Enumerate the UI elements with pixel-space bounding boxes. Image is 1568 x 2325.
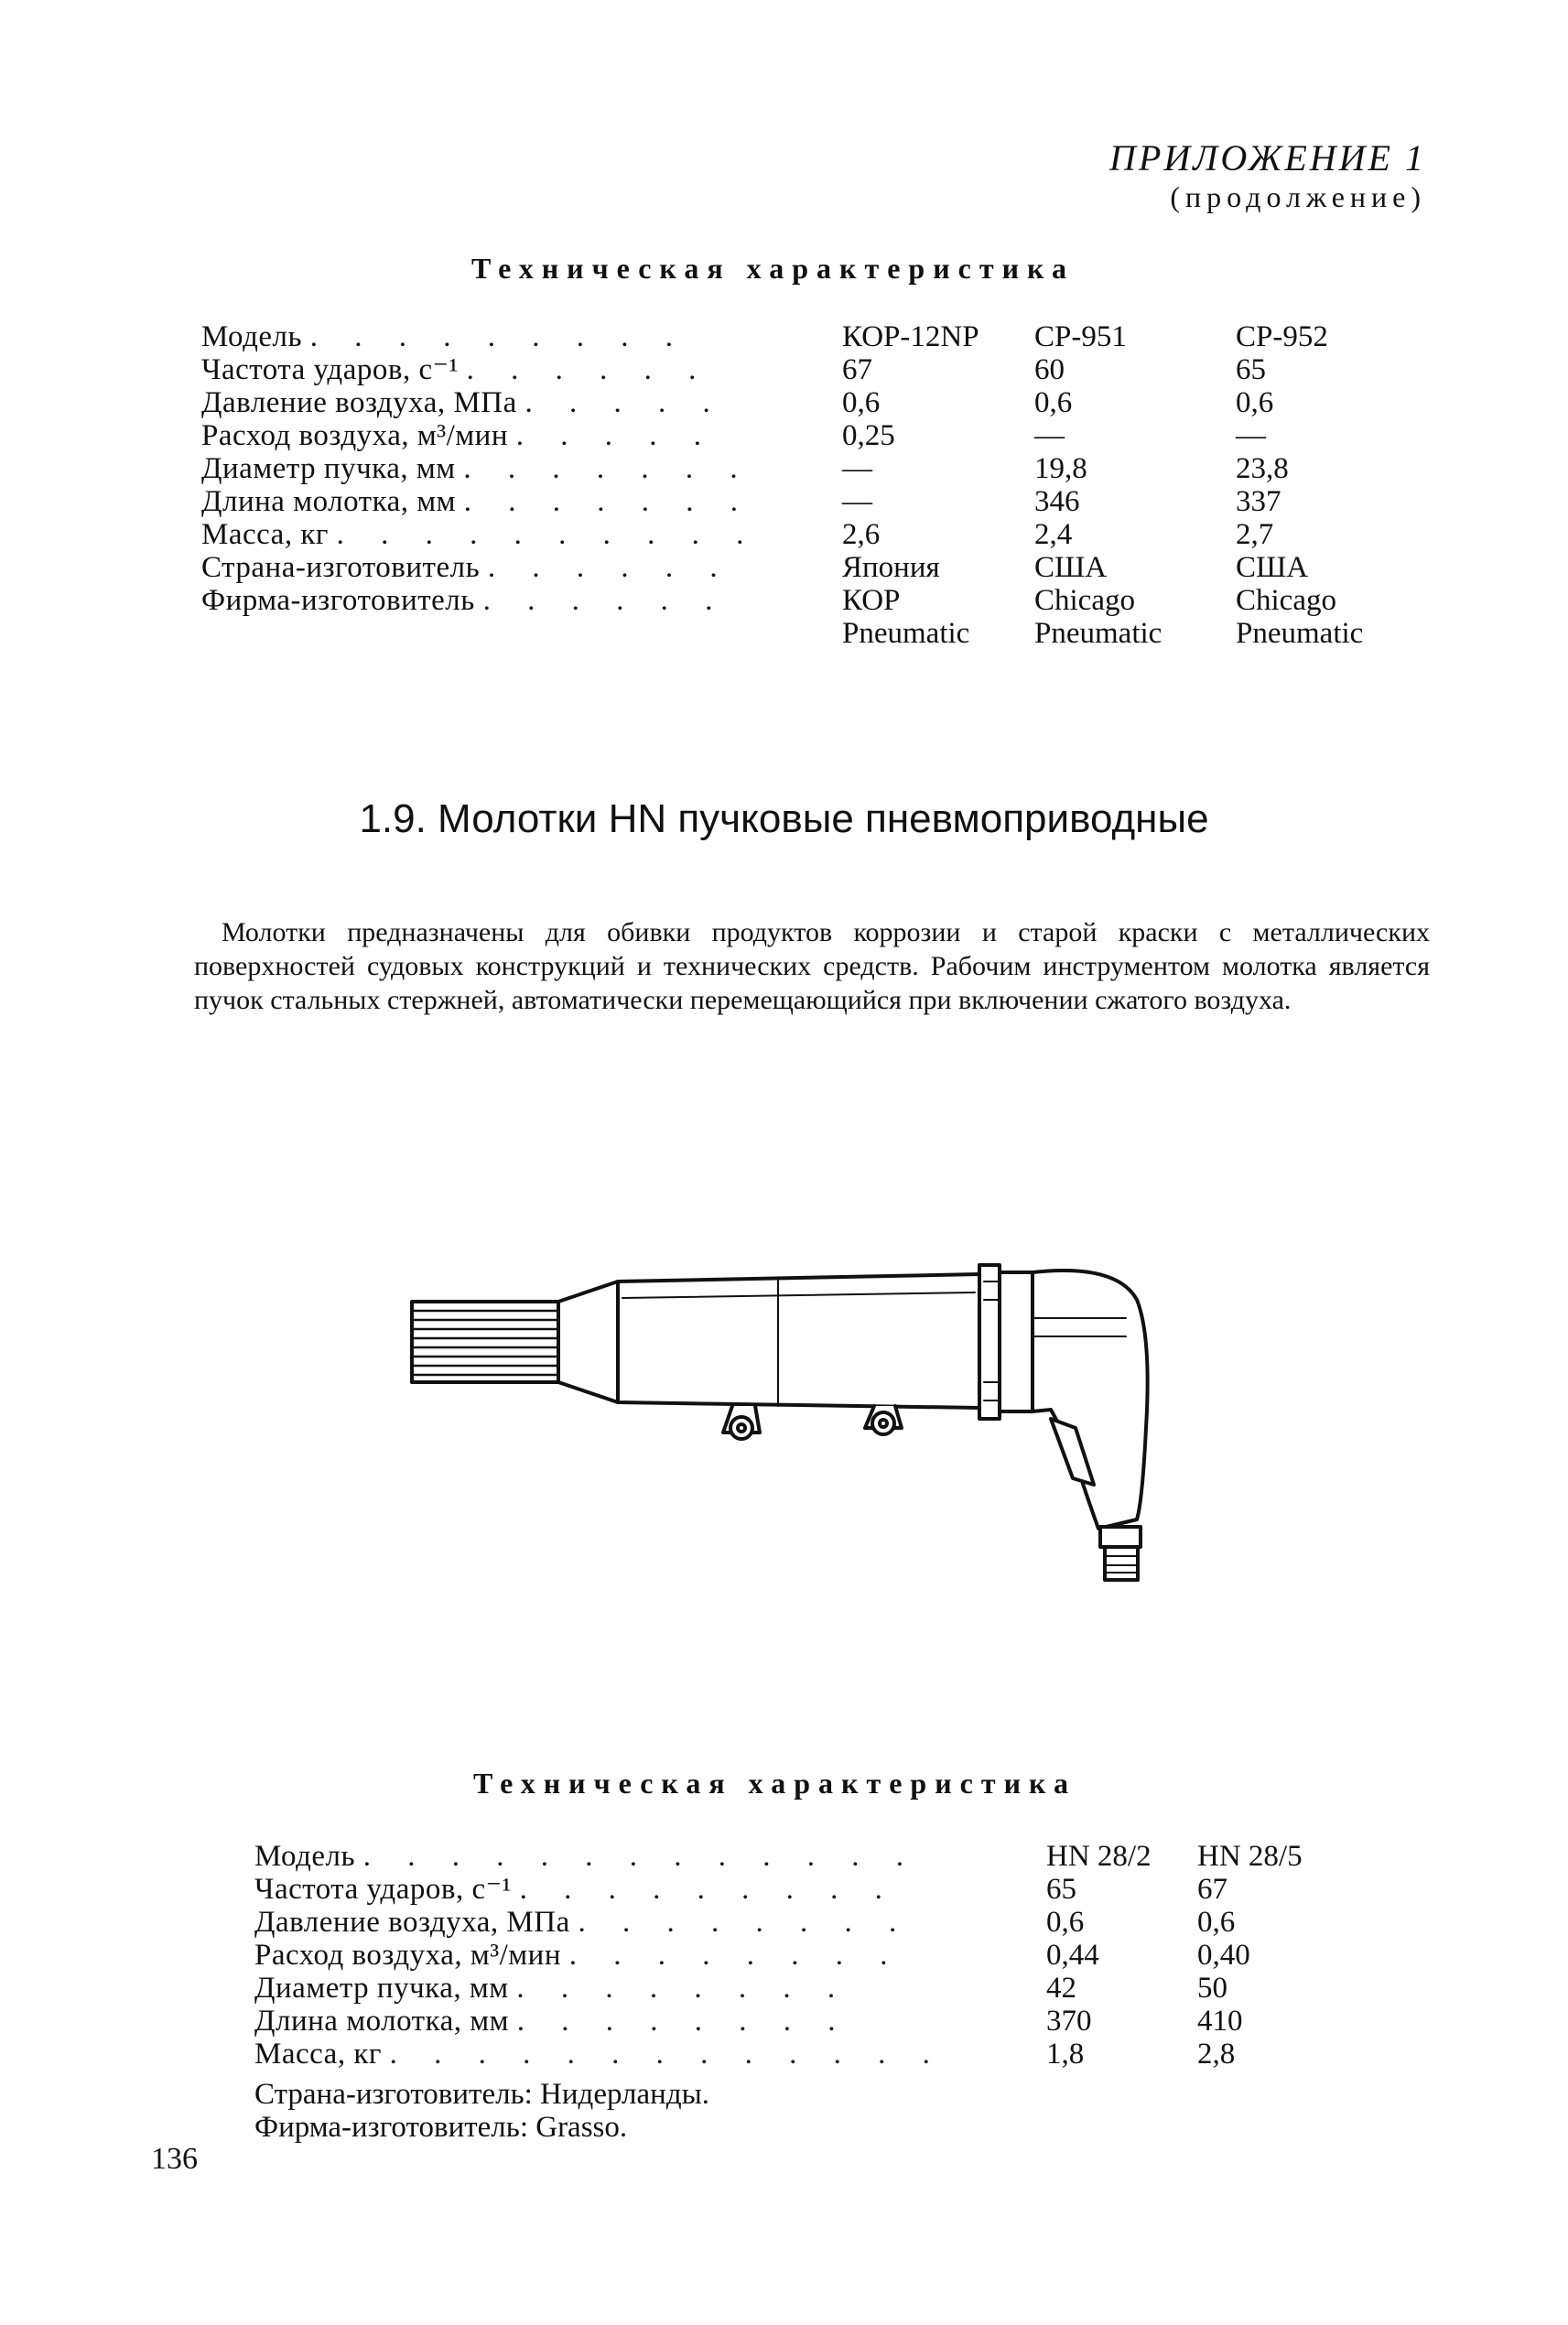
cell: — [842,485,872,518]
row-label: Длина молотка, мм [201,485,457,518]
row-label: Расход воздуха, м³/мин [201,419,508,452]
nose-cone [558,1281,618,1402]
lug-ring [730,1417,752,1439]
row-label: Расход воздуха, м³/мин [254,1939,561,1972]
barrel [618,1274,979,1408]
leader-dots: . . . . . . . . . . [336,518,759,551]
table-row [254,1972,1303,2005]
leader-dots: . . . . . . . . . [519,1873,897,1906]
leader-dots: . . . . . . . [463,452,752,485]
table-row [201,617,1363,650]
row-label: Диаметр пучка, мм [201,452,456,485]
cell: 410 [1197,2005,1243,2038]
cell: 0,6 [1046,1906,1085,1939]
table1 [201,320,1363,650]
leader-dots: . . . . . . [482,584,728,617]
cell: 346 [1034,485,1080,518]
needle-bundle [412,1302,558,1382]
cell: 0,44 [1046,1939,1099,1972]
row-label: Длина молотка, мм [254,2005,510,2038]
table2-caption: Техническая характеристика [473,1767,1076,1800]
cell: Chicago [1236,584,1336,617]
paragraph-text: Молотки предназначены для обивки продуктов коррозии и старой краски с металлических поверхностей судовых конструкций и технических средств. Рабочим инструментом молотка является пучок стальных стержней, автоматически перемещающийся при включении сжатого воздуха. [194,917,1430,1015]
leader-dots: . . . . . . . . . . . . . [389,2038,945,2071]
row-label: Давление воздуха, МПа [201,386,517,419]
section-heading: 1.9. Молотки HN пучковые пневмоприводные [359,796,1209,841]
table-row [254,1873,1303,1906]
cell: 23,8 [1236,452,1289,485]
cell: — [842,452,872,485]
cell: США [1236,551,1309,584]
row-label: Диаметр пучка, мм [254,1972,509,2005]
row-label: Фирма-изготовитель [201,584,475,617]
cell: 0,6 [842,386,881,419]
table-row [201,353,1363,386]
cell: CP-951 [1034,320,1127,353]
table-row [201,584,1363,617]
cell: 65 [1236,353,1266,386]
leader-dots: . . . . . . . . [516,1972,850,2005]
cell: CP-952 [1236,320,1328,353]
table-row [254,1840,1303,1873]
cell: HN 28/5 [1197,1840,1303,1873]
leader-dots: . . . . . . . . [516,2005,850,2038]
cell: 1,8 [1046,2038,1085,2071]
cell: 370 [1046,2005,1092,2038]
section-paragraph [194,915,1430,1017]
row-label: Давление воздуха, МПа [254,1906,570,1939]
row-label: Модель [201,320,303,353]
page-number: 136 [151,2142,198,2176]
leader-dots: . . . . . . . . [578,1906,912,1939]
leader-dots: . . . . . . . . . [309,320,688,353]
cell: 0,6 [1034,386,1073,419]
cell: 67 [1197,1873,1227,1906]
row-label: Страна-изготовитель [201,551,481,584]
row-label: Частота ударов, с⁻¹ [201,353,459,386]
cell: 0,6 [1197,1906,1236,1939]
pneumatic-hammer-illustration [394,1245,1181,1593]
appendix-title: ПРИЛОЖЕНИЕ 1 [1109,137,1426,178]
cell: Pneumatic [1236,617,1364,650]
cell: США [1034,551,1108,584]
cell: 2,4 [1034,518,1073,551]
cell: 2,7 [1236,518,1274,551]
cell: КОР-12NP [842,320,979,353]
cell: Chicago [1034,584,1135,617]
cell: КОР [842,584,901,617]
cell: — [1034,419,1065,452]
cell: 337 [1236,485,1281,518]
table-row [201,485,1363,518]
table-row [201,551,1363,584]
row-label: Масса, кг [254,2038,382,2071]
cell: 60 [1034,353,1065,386]
cell: 0,25 [842,419,895,452]
handle [1033,1271,1148,1529]
cell: Pneumatic [842,617,970,650]
leader-dots: . . . . . . [466,353,711,386]
leader-dots: . . . . . . . . . . . . . [362,1840,919,1873]
row-label: Модель [254,1840,356,1873]
lug-ring [872,1412,894,1434]
table-row [201,518,1363,551]
table-row [201,419,1363,452]
cell: 19,8 [1034,452,1087,485]
leader-dots: . . . . . . . [463,485,753,518]
cell: 2,8 [1197,2038,1236,2071]
cell: Pneumatic [1034,617,1162,650]
cell: 42 [1046,1972,1076,2005]
appendix-subtitle: (продолжение) [1170,180,1426,213]
table-row [201,386,1363,419]
table-row [201,452,1363,485]
cell: 2,6 [842,518,881,551]
collar [979,1265,1000,1419]
table-row [254,2038,1303,2071]
cell: HN 28/2 [1046,1840,1152,1873]
cell: Япония [842,551,940,584]
table1-caption: Техническая характеристика [471,252,1075,285]
cell: — [1236,419,1266,452]
firm-note: Фирма-изготовитель: Grasso. [254,2111,628,2144]
cell: 50 [1197,1972,1227,2005]
appendix-header [1109,137,1426,214]
table-row [201,320,1363,353]
leader-dots: . . . . . [524,386,725,419]
leader-dots: . . . . . . . . [568,1939,903,1972]
cell: 65 [1046,1873,1076,1906]
row-label: Масса, кг [201,518,329,551]
table-row [254,1939,1303,1972]
leader-dots: . . . . . [515,419,716,452]
table-row [254,2005,1303,2038]
table-row [254,1906,1303,1939]
country-note: Страна-изготовитель: Нидерланды. [254,2078,710,2111]
row-label: Частота ударов, с⁻¹ [254,1873,512,1906]
air-fitting [1100,1527,1141,1547]
cell: 67 [842,353,872,386]
leader-dots: . . . . . . [487,551,732,584]
cell: 0,40 [1197,1939,1250,1972]
table2 [254,1840,1303,2071]
cell: 0,6 [1236,386,1274,419]
